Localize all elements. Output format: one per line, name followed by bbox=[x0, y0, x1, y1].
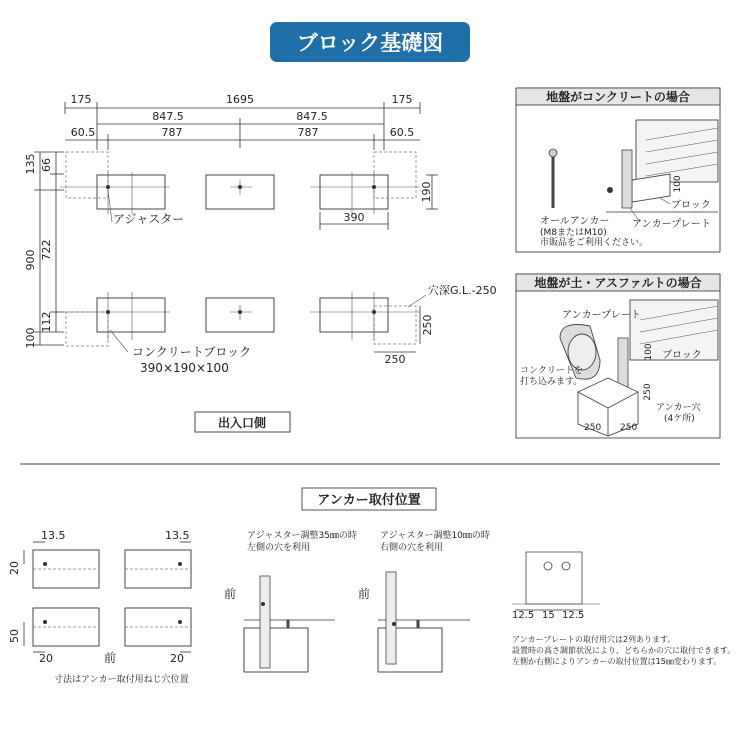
dim-190: 190 bbox=[420, 181, 433, 203]
adj35-line2: 左側の穴を利用 bbox=[247, 543, 311, 553]
anchor-dim-20-right: 20 bbox=[170, 652, 184, 665]
anchor-dim-20-left: 20 bbox=[39, 652, 53, 665]
dim-66: 66 bbox=[40, 158, 53, 172]
anchor-plate-holes-diagram bbox=[512, 552, 735, 666]
adj35-front: 前 bbox=[224, 587, 237, 601]
panel-soil-title: 地盤が土・アスファルトの場合 bbox=[534, 276, 702, 290]
panel-concrete-title: 地盤がコンクリートの場合 bbox=[546, 90, 690, 104]
page-title: ブロック基礎図 bbox=[296, 31, 444, 55]
panel-concrete-block-label: ブロック bbox=[671, 200, 711, 211]
panel-soil-anchor-plate: アンカープレート bbox=[562, 310, 641, 321]
plate-note-line3: 左側か右側によりアンカーの取付位置は15㎜変わります。 bbox=[512, 657, 722, 666]
panel-soil-anchor-hole: アンカー穴 bbox=[656, 403, 701, 413]
anchor-front-label: 前 bbox=[104, 651, 117, 665]
anchor-dim-13-5-left: 13.5 bbox=[41, 529, 66, 542]
adj35-line1: アジャスター調整35㎜の時 bbox=[247, 531, 357, 541]
adjuster-10-diagram bbox=[358, 529, 490, 672]
plate-dim-12-5-right: 12.5 bbox=[562, 610, 585, 621]
block-top-left bbox=[97, 175, 165, 209]
entrance-label: 出入口側 bbox=[217, 416, 267, 430]
anchor-dim-50-vertical: 50 bbox=[8, 629, 21, 643]
dim-847-right: 847.5 bbox=[296, 110, 328, 123]
block-bottom-left bbox=[97, 298, 165, 332]
plate-note-line1: アンカープレートの取付用穴は2列あります。 bbox=[512, 635, 676, 644]
adjuster-35-diagram bbox=[224, 529, 357, 672]
block-bottom-right bbox=[320, 298, 388, 332]
dim-787-left: 787 bbox=[161, 126, 183, 139]
panel-soil bbox=[516, 274, 720, 438]
adj10-line1: アジャスター調整10㎜の時 bbox=[380, 531, 490, 541]
plan-blocks bbox=[60, 152, 420, 346]
anchor-plan-diagram bbox=[8, 529, 191, 685]
hole-depth-label: 穴深G.L.-250 bbox=[428, 284, 497, 297]
panel-soil-concrete-1: コンクリートを bbox=[520, 366, 583, 376]
dim-722: 722 bbox=[40, 239, 53, 261]
panel-concrete-anchor-plate: アンカープレート bbox=[632, 219, 711, 230]
dim-1695: 1695 bbox=[226, 93, 254, 106]
panel-soil-dim-250v: 250 bbox=[643, 383, 653, 401]
dim-60-right: 60.5 bbox=[389, 126, 415, 139]
dim-112: 112 bbox=[40, 311, 53, 333]
dim-390: 390 bbox=[343, 211, 365, 224]
panel-concrete-bolt: (M8またはM10) bbox=[540, 228, 607, 238]
dim-60-left: 60.5 bbox=[70, 126, 96, 139]
panel-soil-dim-250b: 250 bbox=[620, 423, 638, 433]
dim-135: 135 bbox=[24, 153, 37, 175]
adj10-line2: 右側の穴を利用 bbox=[380, 543, 444, 553]
block-top-right bbox=[320, 175, 388, 209]
panel-concrete-dim-100: 100 bbox=[673, 175, 683, 193]
adjuster-label: アジャスター bbox=[113, 212, 185, 226]
anchor-dim-13-5-right: 13.5 bbox=[165, 529, 190, 542]
dim-175-right: 175 bbox=[391, 93, 413, 106]
block-size-label: 390×190×100 bbox=[140, 361, 229, 375]
anchor-note: 寸法はアンカー取付用ねじ穴位置 bbox=[54, 675, 189, 685]
panel-soil-dim-250a: 250 bbox=[584, 423, 602, 433]
anchor-section-title: アンカー取付位置 bbox=[317, 493, 421, 508]
dim-100: 100 bbox=[24, 327, 37, 349]
dim-787-right: 787 bbox=[297, 126, 319, 139]
plate-dim-12-5-left: 12.5 bbox=[512, 610, 535, 621]
dim-847-left: 847.5 bbox=[152, 110, 184, 123]
panel-soil-block-label: ブロック bbox=[662, 350, 702, 361]
panel-concrete bbox=[516, 88, 720, 252]
dim-250-vertical: 250 bbox=[421, 314, 434, 336]
dim-250-horizontal: 250 bbox=[384, 353, 406, 366]
panel-concrete-all-anchor: オールアンカー bbox=[540, 216, 610, 227]
anchor-dim-20-vertical: 20 bbox=[8, 561, 21, 575]
dim-900: 900 bbox=[24, 249, 37, 271]
adj10-front: 前 bbox=[358, 587, 371, 601]
plate-dim-15: 15 bbox=[542, 610, 555, 621]
dim-175-left: 175 bbox=[70, 93, 92, 106]
panel-soil-concrete-2: 打ち込みます。 bbox=[520, 377, 583, 387]
panel-soil-anchor-count: (4ケ所) bbox=[664, 414, 695, 424]
block-title-label: コンクリートブロック bbox=[132, 345, 252, 359]
panel-concrete-market: 市販品をご利用ください。 bbox=[540, 238, 649, 248]
plate-note-line2: 設置時の高さ調節状況により、どちらかの穴に取付できます。 bbox=[512, 646, 736, 655]
panel-soil-dim-100: 100 bbox=[644, 343, 654, 361]
